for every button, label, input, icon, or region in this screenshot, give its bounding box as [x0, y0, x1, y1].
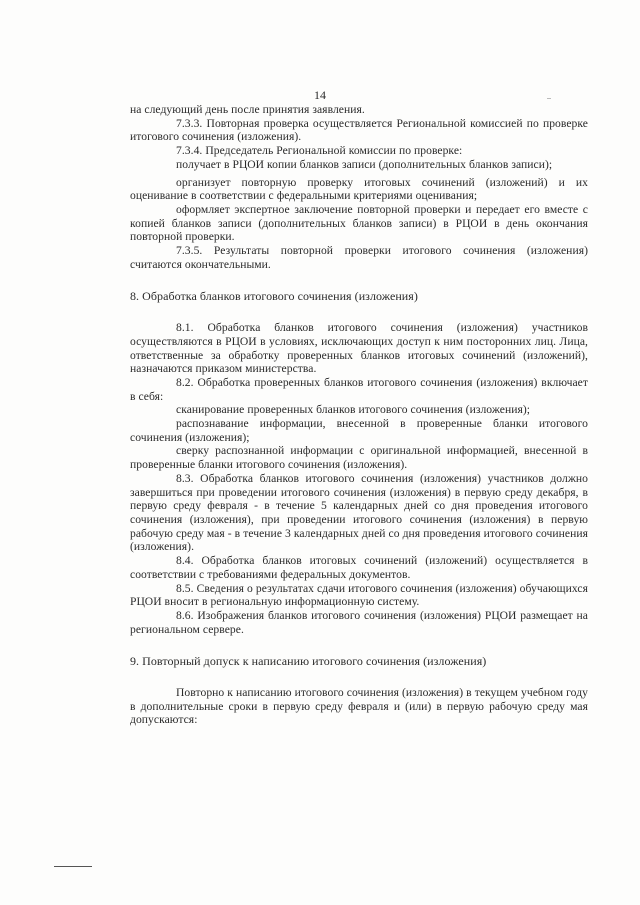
list-item: организует повторную проверку итоговых сочинений (изложений) и их оценивание в соответствии с федеральными критериями оценивания;: [130, 175, 588, 203]
section-heading-8: 8. Обработка бланков итогового сочинения (изложения): [130, 289, 418, 304]
page-number: 14: [314, 88, 326, 102]
list-item: сверку распознанной информации с оригинальной информацией, внесенной в проверенные бланки итогового сочинения (изложения).: [130, 444, 588, 472]
list-item: распознавание информации, внесенной в проверенные бланки итогового сочинения (изложения);: [130, 417, 588, 444]
scan-mark: [547, 98, 551, 99]
paragraph-8-3: 8.3. Обработка бланков итогового сочинения (изложения) участников должно завершиться при проведении итогового сочинения (изложения) в первую среду декабря, в первую среду февраля - в течение 5 календарных дней со дня проведения итогового сочинения (изложения), при проведении итогового сочинения (изложения) в первую рабочую среду мая - в течение 3 календарных дней со дня проведения итогового сочинения (изложения).: [130, 471, 588, 554]
paragraph-9-intro: Повторно к написанию итогового сочинения (изложения) в текущем учебном году в дополнительные сроки в первую среду февраля и (или) в первую рабочую среду мая допускаются:: [130, 686, 588, 727]
paragraph-7-3-3: 7.3.3. Повторная проверка осуществляется Региональной комиссией по проверке итогового сочинения (изложения).: [130, 116, 588, 144]
paragraph-8-5: 8.5. Сведения о результатах сдачи итогового сочинения (изложения) обучающихся РЦОИ вносит в региональную информационную систему.: [130, 581, 588, 609]
paragraph-7-3-4: 7.3.4. Председатель Региональной комиссии по проверке:: [176, 144, 463, 158]
document-body: [130, 103, 588, 727]
section-heading-9: 9. Повторный допуск к написанию итогового сочинения (изложения): [130, 654, 487, 669]
paragraph-7-3-5: 7.3.5. Результаты повторной проверки итогового сочинения (изложения) считаются окончательными.: [130, 244, 588, 271]
paragraph-continuation: на следующий день после принятия заявления.: [130, 103, 365, 116]
footer-divider: [54, 866, 92, 867]
paragraph-8-4: 8.4. Обработка бланков итоговых сочинений (изложений) осуществляется в соответствии с требованиями федеральных документов.: [130, 554, 588, 581]
list-item: оформляет экспертное заключение повторной проверки и передает его вместе с копией бланков записи (дополнительных бланков записи) в РЦОИ в день окончания повторной проверки.: [130, 202, 588, 244]
paragraph-8-1: 8.1. Обработка бланков итогового сочинения (изложения) участников осуществляются в РЦОИ в условиях, исключающих доступ к ним посторонних лиц. Лица, ответственные за обработку проверенных бланков итоговых сочинений (изложений), назначаются приказом министерства.: [130, 321, 588, 376]
list-item: сканирование проверенных бланков итогового сочинения (изложения);: [176, 403, 531, 417]
list-item: получает в РЦОИ копии бланков записи (дополнительных бланков записи);: [176, 157, 553, 171]
paragraph-8-6: 8.6. Изображения бланков итогового сочинения (изложения) РЦОИ размещает на региональном сервере.: [130, 608, 588, 636]
paragraph-8-2: 8.2. Обработка проверенных бланков итогового сочинения (изложения) включает в себя:: [130, 375, 588, 403]
